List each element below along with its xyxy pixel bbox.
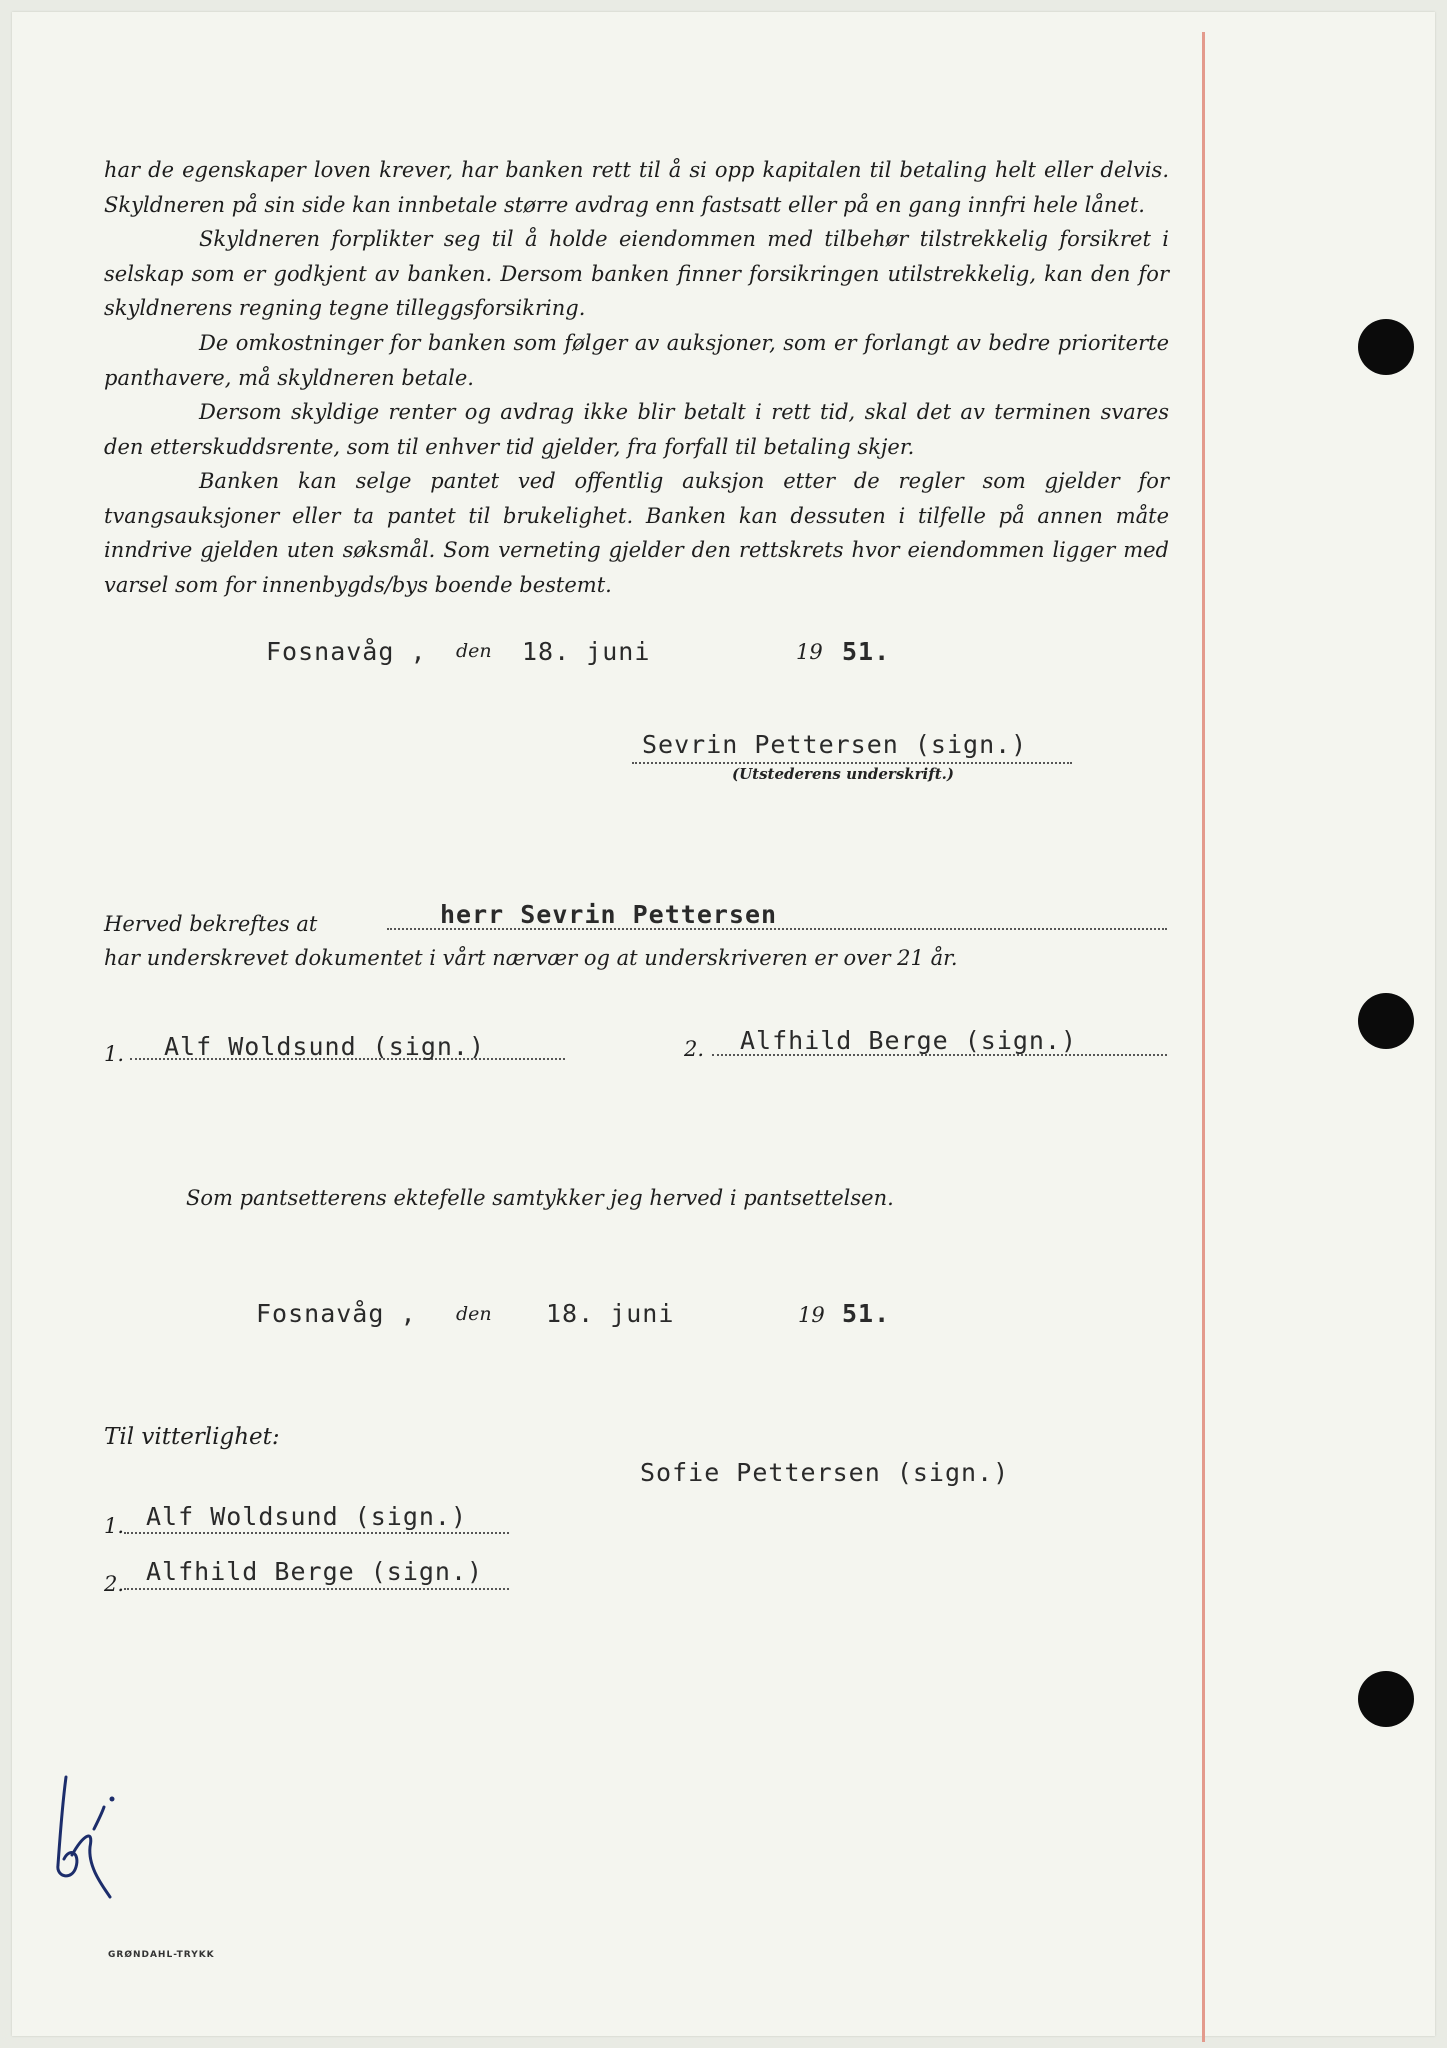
issuer-caption: (Utstederens underskrift.): [732, 765, 954, 783]
paragraph-insurance: Skyldneren forplikter seg til å holde eiendommen med tilbehør tilstrekkelig forsikret i selskap som er godkjent av banken. Dersom banken finner forsikringen utilstrekkelig, kan den for skyldnerens regning tegne tilleggsforsikring.: [104, 227, 1169, 321]
date-place-1: Fosnavåg ,: [266, 637, 427, 666]
confirmation-label: Herved bekreftes at: [104, 912, 318, 936]
year-prefix-2: 19: [798, 1303, 825, 1327]
witness-1-signature: Alf Woldsund (sign.): [164, 1032, 486, 1061]
issuer-signature-line: [632, 762, 1072, 764]
attest-witness-2-line: [124, 1588, 509, 1590]
handwritten-initials-mark: [52, 1767, 152, 1907]
witness-1-number: 1.: [104, 1042, 125, 1066]
red-margin-line: [1202, 32, 1205, 2042]
confirmation-text: har underskrevet dokumentet i vårt nærvær og at underskriveren er over 21 år.: [104, 946, 958, 970]
date-value-1: 18. juni: [522, 637, 651, 666]
den-label-2: den: [456, 1303, 492, 1325]
paragraph-terms-1: har de egenskaper loven krever, har banken rett til å si opp kapitalen til betaling helt eller delvis. Skyldneren på sin side kan innbetale større avdrag enn fastsatt eller på en gang innfri hele lånet.: [104, 158, 1169, 217]
attest-witness-2-number: 2.: [104, 1572, 125, 1596]
attest-witness-1-number: 1.: [104, 1514, 125, 1538]
issuer-signature: Sevrin Pettersen (sign.): [642, 730, 1028, 759]
paragraph-costs: De omkostninger for banken som følger av auksjoner, som er forlangt av bedre prioriterte panthavere, må skyldneren betale.: [104, 331, 1169, 390]
paragraph-interest: Dersom skyldige renter og avdrag ikke blir betalt i rett tid, skal det av terminen svares den etterskuddsrente, som til enhver tid gjelder, fra forfall til betaling skjer.: [104, 400, 1169, 459]
printer-mark: GRØNDAHL-TRYKK: [108, 1950, 215, 1960]
punch-hole-middle: [1358, 993, 1414, 1049]
date-value-2: 18. juni: [546, 1299, 675, 1328]
attest-witness-1-line: [124, 1532, 509, 1534]
paragraph-auction: Banken kan selge pantet ved offentlig auksjon etter de regler som gjelder for tvangsauksjoner eller ta pantet til brukelighet. Banken kan dessuten i tilfelle på annen måte inndrive gjelden uten søksmål. Som verneting gjelder den rettskrets hvor eiendommen ligger med varsel som for innenbygds/bys boende bestemt.: [104, 469, 1169, 597]
attest-witness-1-signature: Alf Woldsund (sign.): [146, 1502, 468, 1531]
punch-hole-top: [1358, 319, 1414, 375]
document-page: [12, 12, 1435, 2036]
punch-hole-bottom: [1358, 1671, 1414, 1727]
confirmation-name: herr Sevrin Pettersen: [440, 900, 778, 929]
spouse-signature: Sofie Pettersen (sign.): [640, 1458, 1010, 1487]
date-place-2: Fosnavåg ,: [256, 1299, 417, 1328]
witness-2-signature: Alfhild Berge (sign.): [740, 1026, 1078, 1055]
attestation-label: Til vitterlighet:: [104, 1424, 280, 1450]
year-suffix-1: 51.: [842, 637, 891, 666]
year-prefix-1: 19: [796, 640, 823, 664]
spouse-consent: Som pantsetterens ektefelle samtykker jeg herved i pantsettelsen.: [186, 1186, 894, 1210]
attest-witness-2-signature: Alfhild Berge (sign.): [146, 1557, 484, 1586]
witness-2-number: 2.: [684, 1037, 705, 1061]
year-suffix-2: 51.: [842, 1299, 891, 1328]
den-label-1: den: [456, 640, 492, 662]
